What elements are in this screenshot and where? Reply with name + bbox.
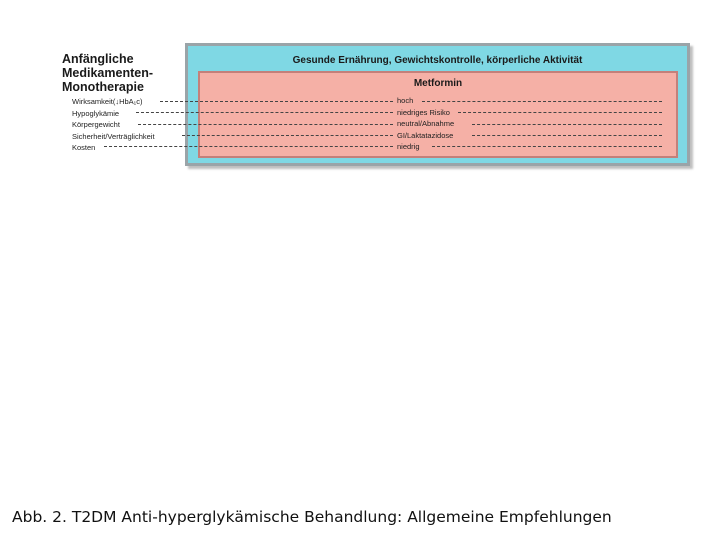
value-efficacy: hoch (397, 96, 414, 105)
criterion-body-weight: Körpergewicht (72, 120, 120, 129)
value-cost: niedrig (397, 142, 420, 151)
figure-caption: Abb. 2. T2DM Anti-hyperglykämische Behandlung: Allgemeine Empfehlungen (12, 508, 612, 526)
lifestyle-title: Gesunde Ernährung, Gewichtskontrolle, körperliche Aktivität (292, 55, 583, 66)
criterion-cost: Kosten (72, 143, 96, 152)
leader-line-safety-right (472, 135, 662, 136)
criterion-safety: Sicherheit/Verträglichkeit (72, 131, 155, 141)
metformin-title: Metformin (413, 78, 463, 89)
monotherapy-heading (62, 52, 182, 94)
leader-line-cost-left (104, 146, 393, 147)
leader-line-safety-left (182, 135, 393, 136)
heading-line-3: Monotherapie (62, 80, 144, 94)
value-safety: GI/Laktatazidose (397, 130, 454, 140)
metformin-values (397, 95, 497, 153)
heading-line-1: Anfängliche (62, 52, 134, 66)
leader-line-hypoglycemia-left (136, 112, 393, 113)
value-body-weight: neutral/Abnahme (397, 119, 455, 128)
leader-line-efficacy-left (160, 101, 393, 102)
leader-line-weight-right (472, 124, 662, 125)
criterion-hypoglycemia: Hypoglykämie (72, 108, 120, 118)
leader-line-weight-left (138, 124, 393, 125)
criterion-efficacy: Wirksamkeit(↓HbA₁c) (72, 97, 143, 106)
heading-line-2: Medikamenten- (62, 66, 153, 80)
value-hypoglycemia: niedriges Risiko (397, 107, 450, 117)
